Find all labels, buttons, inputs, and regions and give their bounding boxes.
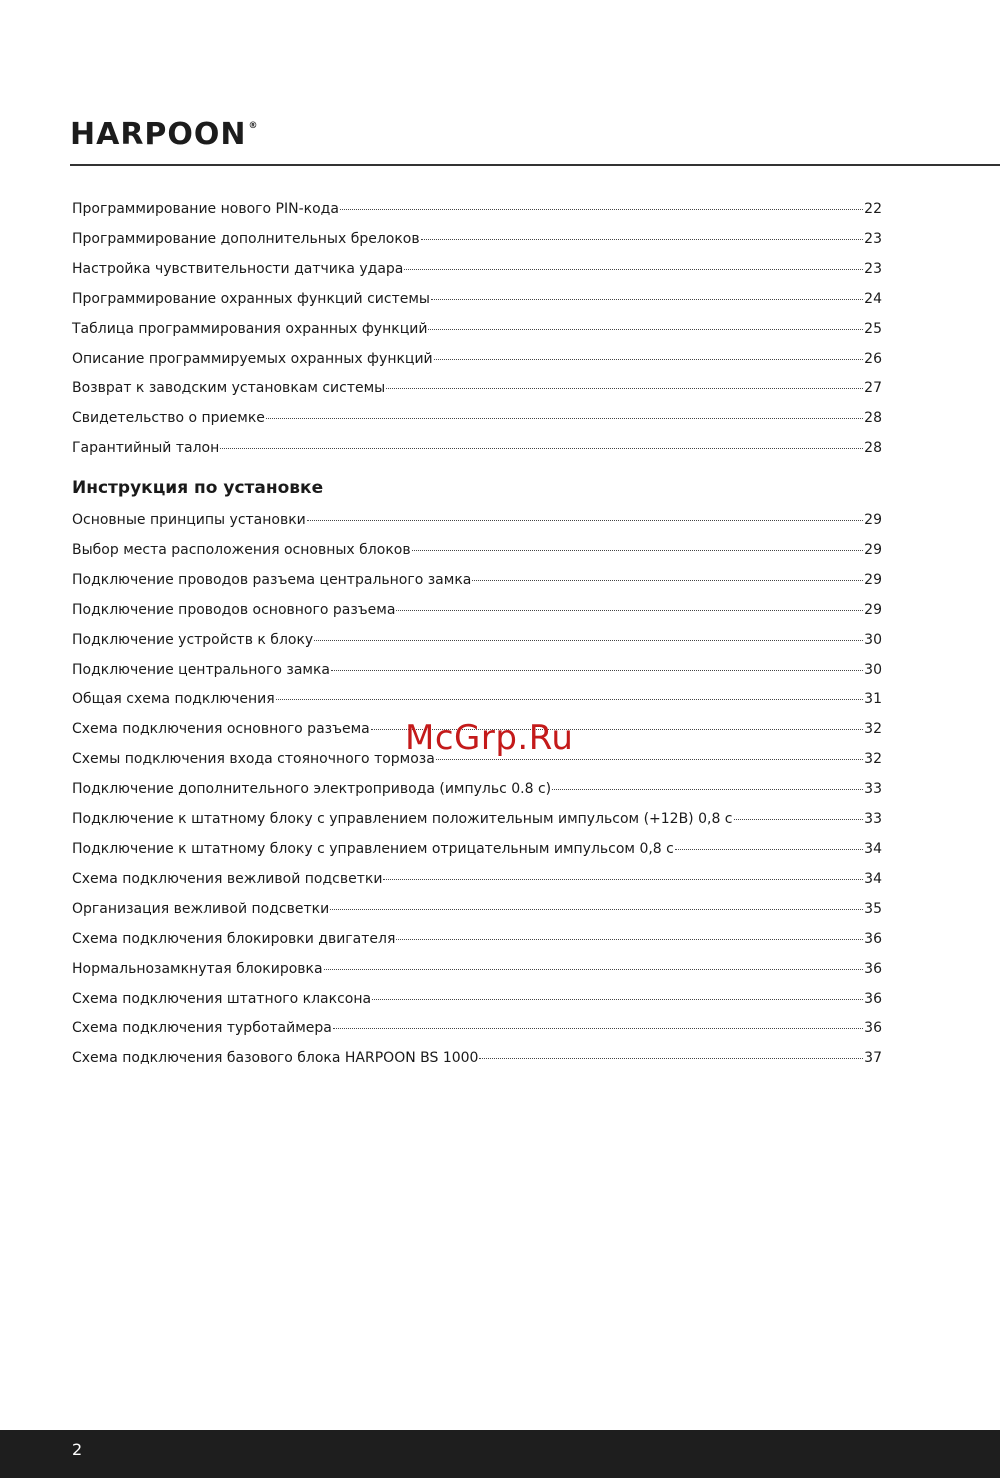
toc-entry-page: 36 <box>864 930 882 947</box>
harpoon-logo <box>70 117 259 152</box>
toc-entry-page: 35 <box>864 900 882 917</box>
toc-entry-label: Подключение устройств к блоку <box>72 631 314 648</box>
toc-entry-label: Программирование охранных функций системы <box>72 290 430 307</box>
toc-entry-page: 23 <box>864 230 882 247</box>
toc-entry[interactable] <box>72 626 882 656</box>
toc-dot-leader <box>479 1058 863 1059</box>
toc-dot-leader <box>675 849 863 850</box>
toc-entry-page: 30 <box>864 661 882 678</box>
toc-entry-page: 26 <box>864 350 882 367</box>
toc-entry-label: Схема подключения штатного клаксона <box>72 990 372 1007</box>
toc-entry-label: Выбор места расположения основных блоков <box>72 541 411 558</box>
toc-entry[interactable] <box>72 685 882 715</box>
toc-entry-label: Гарантийный талон <box>72 440 220 457</box>
toc-entry[interactable] <box>72 566 882 596</box>
toc-entry-label: Схемы подключения входа стояночного тормоза <box>72 751 435 768</box>
toc-entry-page: 31 <box>864 691 882 708</box>
toc-entry-page: 29 <box>864 541 882 558</box>
toc-entry-label: Схема подключения блокировки двигателя <box>72 930 396 947</box>
toc-entry-page: 33 <box>864 781 882 798</box>
toc-dot-leader <box>434 359 864 360</box>
toc-entry[interactable] <box>72 805 882 835</box>
toc-dot-leader <box>372 999 863 1000</box>
toc-entry-page: 36 <box>864 960 882 977</box>
toc-dot-leader <box>436 759 863 760</box>
header-divider <box>70 164 1000 166</box>
toc-entry-label: Программирование нового PIN-кода <box>72 201 339 217</box>
toc-entry-page: 22 <box>864 201 882 217</box>
toc-entry[interactable] <box>72 345 882 375</box>
toc-entry-label: Возврат к заводским установкам системы <box>72 380 386 397</box>
toc-entry-page: 23 <box>864 260 882 277</box>
toc-dot-leader <box>330 909 863 910</box>
toc-entry-label: Подключение к штатному блоку с управлением отрицательным импульсом 0,8 с <box>72 840 674 857</box>
toc-entry[interactable] <box>72 955 882 985</box>
toc-entry-page: 25 <box>864 320 882 337</box>
toc-entry[interactable] <box>72 536 882 566</box>
toc-dot-leader <box>734 819 864 820</box>
toc-dot-leader <box>386 388 863 389</box>
toc-entry-label: Таблица программирования охранных функций <box>72 320 428 337</box>
toc-entry-label: Подключение проводов основного разъема <box>72 601 396 618</box>
toc-list-installation <box>72 506 882 1074</box>
toc-entry-label: Подключение проводов разъема центрального замка <box>72 571 472 588</box>
toc-entry-page: 33 <box>864 811 882 828</box>
toc-entry-label: Подключение к штатному блоку с управлением положительным импульсом (+12В) 0,8 с <box>72 811 733 828</box>
toc-entry[interactable] <box>72 506 882 536</box>
toc-dot-leader <box>307 520 863 521</box>
toc-entry-label: Основные принципы установки <box>72 512 306 528</box>
footer-bar <box>0 1430 1000 1478</box>
toc-entry[interactable] <box>72 374 882 404</box>
registered-mark: ® <box>248 120 259 131</box>
toc-dot-leader <box>421 239 864 240</box>
toc-entry-label: Настройка чувствительности датчика удара <box>72 260 404 277</box>
toc-entry-label: Схема подключения вежливой подсветки <box>72 870 383 887</box>
watermark: McGrp.Ru <box>405 718 574 758</box>
toc-entry-page: 32 <box>864 751 882 768</box>
toc-entry-page: 30 <box>864 631 882 648</box>
toc-dot-leader <box>314 640 863 641</box>
toc-dot-leader <box>396 610 863 611</box>
toc-entry-label: Общая схема подключения <box>72 691 275 708</box>
toc-entry-label: Схема подключения базового блока HARPOON BS 1000 <box>72 1050 479 1067</box>
toc-dot-leader <box>552 789 863 790</box>
toc-entry-page: 34 <box>864 870 882 887</box>
toc-entry-page: 36 <box>864 990 882 1007</box>
toc-dot-leader <box>428 329 863 330</box>
toc-dot-leader <box>333 1028 863 1029</box>
toc-entry-label: Свидетельство о приемке <box>72 410 265 427</box>
toc-entry-page: 29 <box>864 512 882 528</box>
toc-entry[interactable] <box>72 835 882 865</box>
toc-dot-leader <box>324 969 864 970</box>
toc-dot-leader <box>412 550 864 551</box>
toc-entry-label: Подключение центрального замка <box>72 661 330 678</box>
toc-entry[interactable] <box>72 775 882 805</box>
toc-entry[interactable] <box>72 1014 882 1044</box>
toc-dot-leader <box>266 418 863 419</box>
toc-entry-page: 32 <box>864 721 882 738</box>
section-heading-installation: Инструкция по установке <box>72 478 324 498</box>
toc-entry-page: 29 <box>864 571 882 588</box>
toc-entry-label: Схема подключения основного разъема <box>72 721 370 738</box>
toc-entry-label: Организация вежливой подсветки <box>72 900 330 917</box>
toc-entry[interactable] <box>72 925 882 955</box>
toc-entry-label: Схема подключения турботаймера <box>72 1020 332 1037</box>
toc-entry[interactable] <box>72 404 882 434</box>
toc-entry-page: 28 <box>864 440 882 457</box>
toc-dot-leader <box>404 269 863 270</box>
toc-dot-leader <box>340 209 863 210</box>
toc-dot-leader <box>431 299 863 300</box>
toc-entry[interactable] <box>72 225 882 255</box>
toc-entry[interactable] <box>72 315 882 345</box>
toc-entry-label: Нормальнозамкнутая блокировка <box>72 960 323 977</box>
toc-dot-leader <box>331 670 863 671</box>
toc-entry-page: 37 <box>864 1050 882 1067</box>
toc-entry[interactable] <box>72 255 882 285</box>
toc-entry[interactable] <box>72 656 882 686</box>
toc-entry-page: 24 <box>864 290 882 307</box>
toc-entry[interactable] <box>72 1044 882 1074</box>
toc-entry[interactable] <box>72 865 882 895</box>
toc-list-operation <box>72 195 882 464</box>
toc-entry-page: 34 <box>864 840 882 857</box>
toc-entry-page: 28 <box>864 410 882 427</box>
toc-entry[interactable] <box>72 895 882 925</box>
logo-text: HARPOON <box>70 117 247 152</box>
toc-entry-page: 29 <box>864 601 882 618</box>
toc-entry[interactable] <box>72 985 882 1015</box>
toc-entry[interactable] <box>72 596 882 626</box>
toc-dot-leader <box>220 448 863 449</box>
toc-entry[interactable] <box>72 434 882 464</box>
toc-entry-page: 27 <box>864 380 882 397</box>
toc-entry-label: Подключение дополнительного электропривода (импульс 0.8 с) <box>72 781 552 798</box>
toc-dot-leader <box>383 879 863 880</box>
toc-entry[interactable] <box>72 195 882 225</box>
toc-dot-leader <box>396 939 863 940</box>
page-number: 2 <box>72 1440 83 1459</box>
toc-entry-label: Программирование дополнительных брелоков <box>72 230 420 247</box>
toc-entry-label: Описание программируемых охранных функций <box>72 350 433 367</box>
toc-dot-leader <box>276 699 864 700</box>
toc-entry-page: 36 <box>864 1020 882 1037</box>
toc-dot-leader <box>472 580 863 581</box>
toc-entry[interactable] <box>72 285 882 315</box>
